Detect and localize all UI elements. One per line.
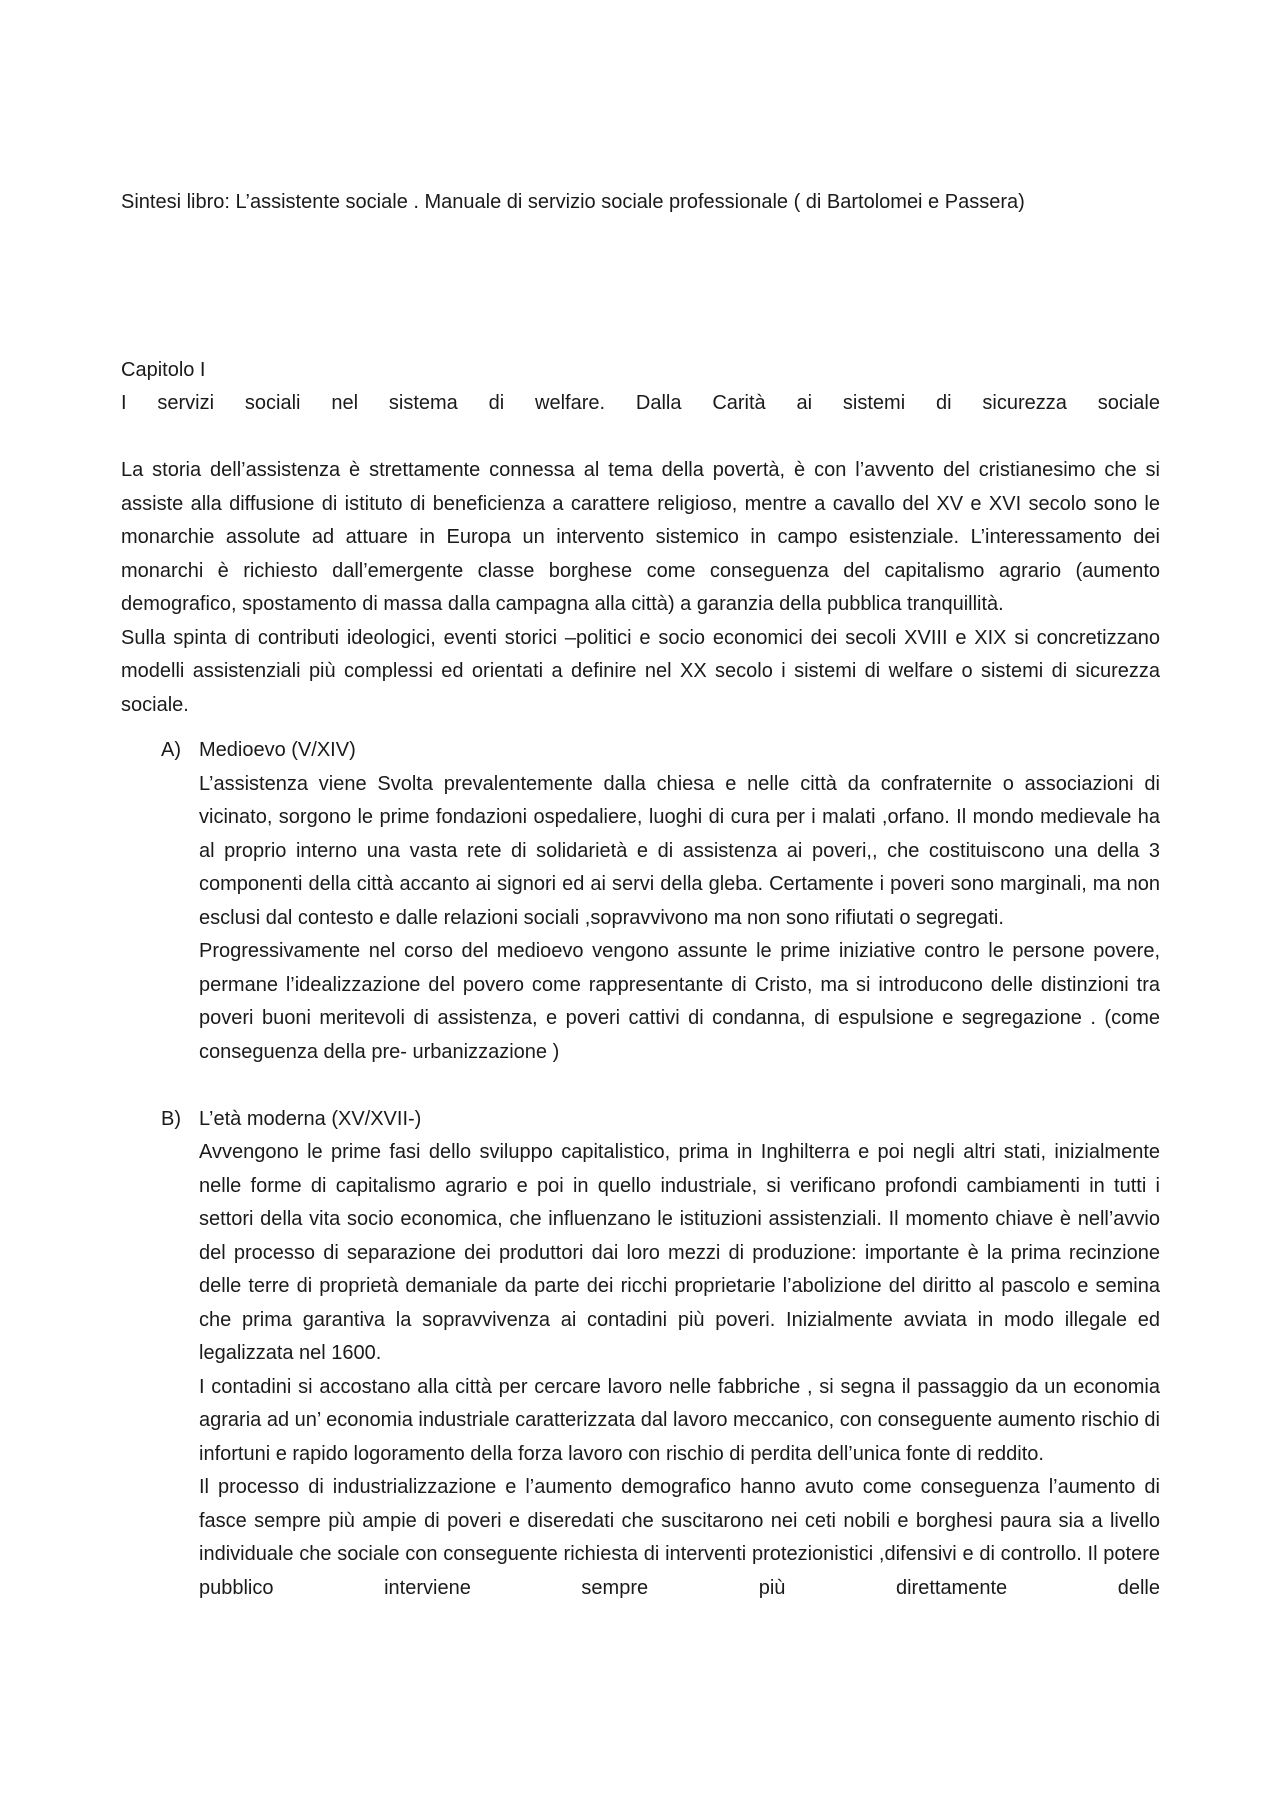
section-paragraph: Progressivamente nel corso del medioevo vengono assunte le prime iniziative contro le persone povere, permane l’idealizzazione del povero come rappresentante di Cristo, ma si introducono delle distinzioni tra poveri buoni meritevoli di assistenza, e poveri cattivi di condanna, di espulsione e segregazione . (come conseguenza della pre- urbanizzazione )	[199, 940, 1160, 1063]
list-marker: B)	[161, 1107, 181, 1130]
chapter-label: Capitolo I	[121, 358, 206, 381]
section-paragraph: I contadini si accostano alla città per cercare lavoro nelle fabbriche , si segna il passaggio da un economia agraria ad un’ economia industriale caratterizzata dal lavoro meccanico, con conseguente aumento rischio di infortuni e rapido logoramento della forza lavoro con rischio di perdita dell’unica fonte di reddito.	[199, 1375, 1160, 1465]
spacer	[121, 722, 1160, 734]
section-heading: L’età moderna (XV/XVII-)	[199, 1107, 422, 1130]
section-heading: Medioevo (V/XIV)	[199, 739, 356, 761]
intro-paragraph-1: La storia dell’assistenza è strettamente connessa al tema della povertà, è con l’avvento del cristianesimo che si assiste alla diffusione di istituto di beneficienza a carattere religioso, mentre a cavallo del XV e XVI secolo sono le monarchie assolute ad attuare in Europa un intervento sistemico in campo esistenziale. L’interessamento dei monarchi è richiesto dall’emergente classe borghese come conseguenza del capitalismo agrario (aumento demografico, spostamento di massa dalla campagna alla città) a garanzia della pubblica tranquillità.	[121, 459, 1160, 615]
spacer	[121, 1069, 1160, 1103]
spacer	[121, 421, 1160, 455]
chapter-subtitle: I servizi sociali nel sistema di welfare. Dalla Carità ai sistemi di sicurezza sociale	[121, 392, 1160, 414]
spacer	[121, 220, 1160, 354]
section-paragraph: Il processo di industrializzazione e l’aumento demografico hanno avuto come conseguenza l’aumento di fasce sempre più ampie di poveri e diseredati che suscitarono nei ceti nobili e borghesi paura sia a livello individuale che sociale con conseguente richiesta di interventi protezionistici ,difensivi e di controllo. Il potere pubblico interviene sempre più direttamente delle	[199, 1476, 1160, 1599]
section-medioevo	[121, 734, 1160, 1069]
document-title: Sintesi libro: L’assistente sociale . Manuale di servizio sociale professionale ( di Bartolomei e Passera)	[121, 191, 1025, 213]
section-paragraph: Avvengono le prime fasi dello sviluppo capitalistico, prima in Inghilterra e poi negli altri stati, inizialmente nelle forme di capitalismo agrario e poi in quello industriale, si verificano profondi cambiamenti in tutti i settori della vita socio economica, che influenzano le istituzioni assistenziali. Il momento chiave è nell’avvio del processo di separazione dei produttori dai loro mezzi di produzione: importante è la prima recinzione delle terre di proprietà demaniale da parte dei ricchi proprietarie l’abolizione del diritto al pascolo e semina che prima garantiva la sopravvivenza ai contadini più poveri. Inizialmente avviata in modo illegale ed legalizzata nel 1600.	[199, 1141, 1160, 1364]
intro-paragraph-2: Sulla spinta di contributi ideologici, eventi storici –politici e socio economici dei secoli XVIII e XIX si concretizzano modelli assistenziali più complessi ed orientati a definire nel XX secolo i sistemi di welfare o sistemi di sicurezza sociale.	[121, 626, 1160, 716]
section-eta-moderna	[121, 1103, 1160, 1606]
section-paragraph: L’assistenza viene Svolta prevalentemente dalla chiesa e nelle città da confraternite o associazioni di vicinato, sorgono le prime fondazioni ospedaliere, luoghi di cura per i malati ,orfano. Il mondo medievale ha al proprio interno una vasta rete di solidarietà e di assistenza ai poveri,, che costituiscono una della 3 componenti della città accanto ai signori ed ai servi della gleba. Certamente i poveri sono marginali, ma non esclusi dal contesto e dalle relazioni sociali ,sopravvivono ma non sono rifiutati o segregati.	[199, 772, 1160, 929]
list-marker: A)	[161, 739, 181, 761]
document-body	[121, 186, 1160, 1605]
